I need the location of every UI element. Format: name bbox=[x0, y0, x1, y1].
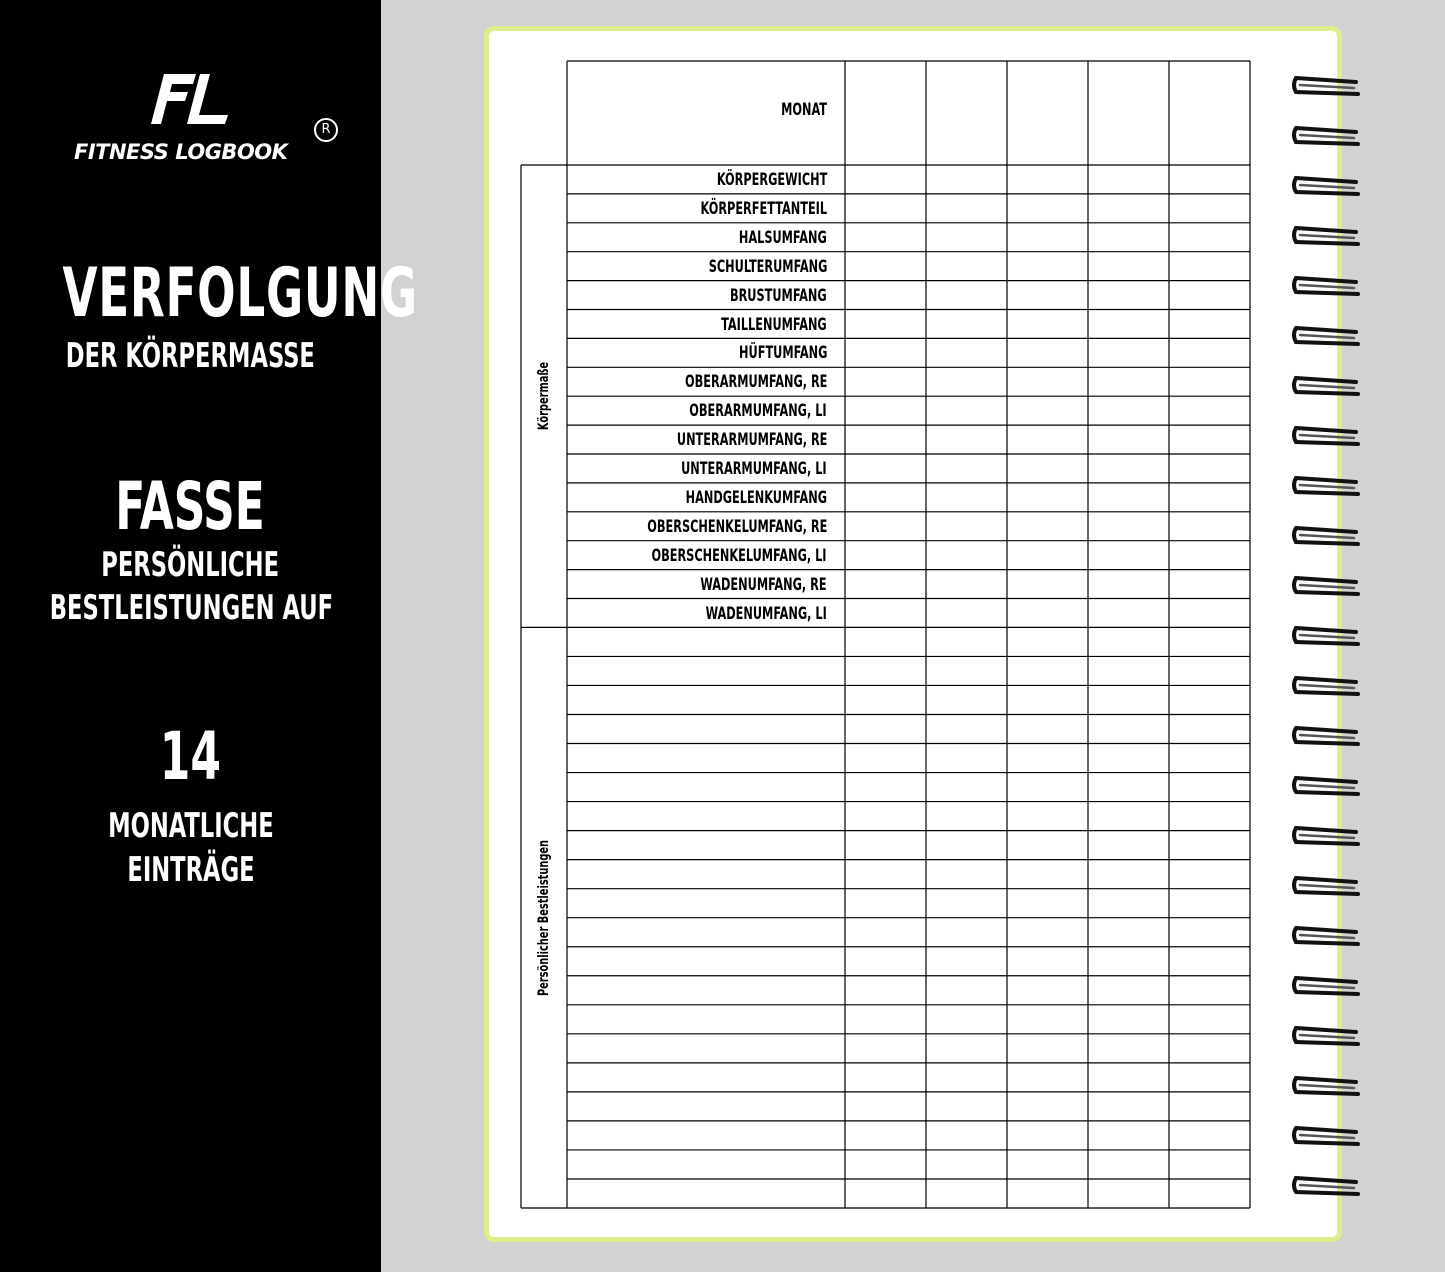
measurement-label: KÖRPERGEWICHT bbox=[716, 170, 827, 190]
promo-sub-3a: MONATLICHE bbox=[107, 806, 274, 846]
measurement-label: UNTERARMUMFANG, RE bbox=[676, 430, 827, 451]
promo-sub-2a: PERSÖNLICHE bbox=[101, 545, 280, 585]
measurement-label: HANDGELENKUMFANG bbox=[685, 487, 827, 508]
promo-heading-1: VERFOLGUNG bbox=[62, 254, 418, 333]
promo-sub-2b: BESTLEISTUNGEN AUF bbox=[49, 588, 334, 628]
month-header-label: MONAT bbox=[781, 100, 827, 120]
measurement-label: HALSUMFANG bbox=[739, 227, 827, 248]
spiral-ring-icon bbox=[1290, 324, 1362, 346]
spiral-ring-icon bbox=[1290, 474, 1362, 496]
spiral-ring-icon bbox=[1290, 1124, 1362, 1146]
promo-heading-3: 14 bbox=[159, 718, 222, 795]
spiral-ring-icon bbox=[1290, 824, 1362, 846]
spiral-ring-icon bbox=[1290, 524, 1362, 546]
spiral-ring-icon bbox=[1290, 624, 1362, 646]
spiral-ring-icon bbox=[1290, 1074, 1362, 1096]
section-bestleistungen-label: Persönlicher Bestleistungen bbox=[536, 839, 552, 996]
measurement-label: OBERSCHENKELUMFANG, LI bbox=[651, 545, 827, 566]
measurement-label: OBERSCHENKELUMFANG, RE bbox=[646, 516, 827, 537]
promo-sub-1: DER KÖRPERMASSE bbox=[65, 336, 316, 376]
measurement-label: WADENUMFANG, LI bbox=[705, 603, 827, 624]
spiral-ring-icon bbox=[1290, 1024, 1362, 1046]
spiral-ring-icon bbox=[1290, 974, 1362, 996]
measurement-label: OBERARMUMFANG, RE bbox=[684, 372, 827, 393]
spiral-ring-icon bbox=[1290, 1174, 1362, 1196]
spiral-ring-icon bbox=[1290, 74, 1362, 96]
spiral-ring-icon bbox=[1290, 924, 1362, 946]
spiral-ring-icon bbox=[1290, 174, 1362, 196]
spiral-ring-icon bbox=[1290, 224, 1362, 246]
measurement-label: SCHULTERUMFANG bbox=[708, 256, 827, 277]
measurement-label: TAILLENUMFANG bbox=[721, 314, 827, 335]
spiral-ring-icon bbox=[1290, 674, 1362, 696]
spiral-ring-icon bbox=[1290, 374, 1362, 396]
registered-mark: R bbox=[314, 118, 338, 142]
promo-sub-3b: EINTRÄGE bbox=[126, 850, 255, 890]
measurement-label: OBERARMUMFANG, LI bbox=[689, 401, 827, 422]
spiral-ring-icon bbox=[1290, 574, 1362, 596]
measurement-label: KÖRPERFETTANTEIL bbox=[700, 198, 827, 219]
section-koerpermasse-label: Körpermaße bbox=[536, 362, 552, 431]
spiral-ring-icon bbox=[1290, 424, 1362, 446]
measurement-label: WADENUMFANG, RE bbox=[700, 574, 827, 595]
brand-name: FITNESS LOGBOOK bbox=[74, 140, 288, 164]
spiral-ring-icon bbox=[1290, 274, 1362, 296]
spiral-ring-icon bbox=[1290, 874, 1362, 896]
spiral-ring-icon bbox=[1290, 724, 1362, 746]
promo-heading-2: FASSE bbox=[115, 468, 266, 545]
spiral-ring-icon bbox=[1290, 124, 1362, 146]
measurement-label: BRUSTUMFANG bbox=[730, 285, 827, 306]
measurement-label: HÜFTUMFANG bbox=[738, 343, 827, 364]
spiral-ring-icon bbox=[1290, 774, 1362, 796]
measurement-label: UNTERARMUMFANG, LI bbox=[681, 459, 827, 479]
spiral-binding bbox=[1290, 76, 1370, 1196]
